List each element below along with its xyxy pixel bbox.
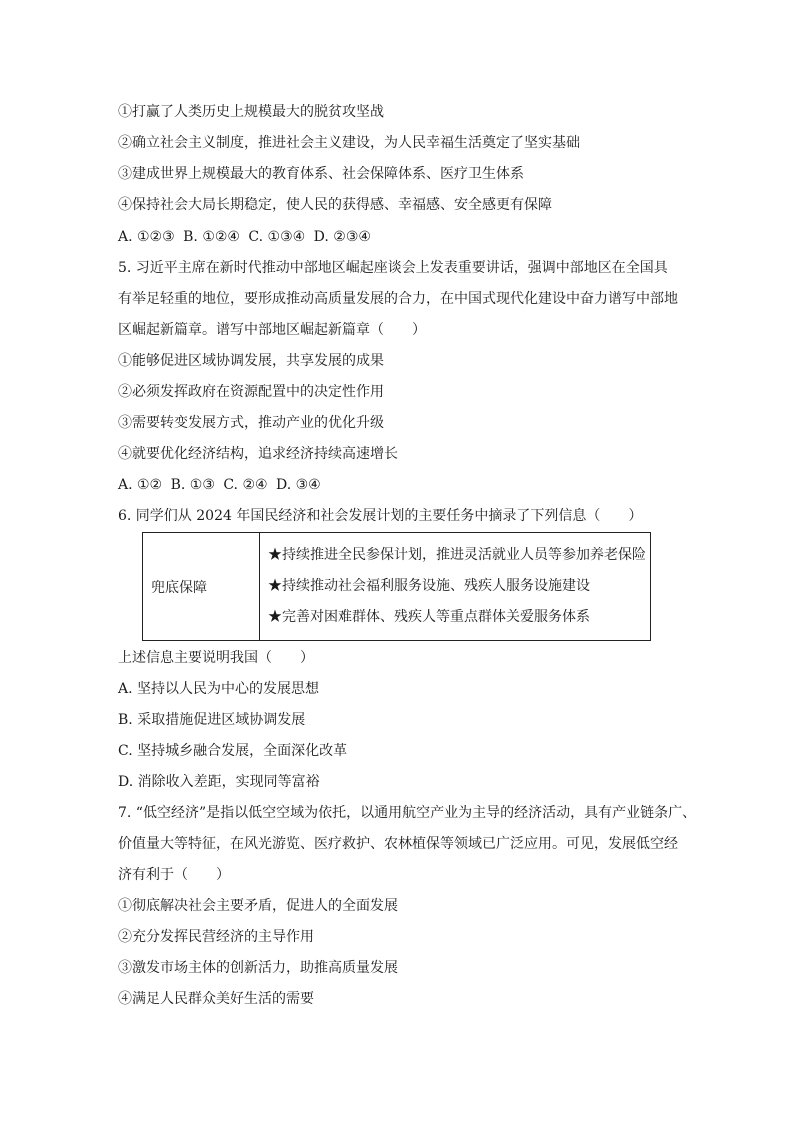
q6-table-key: 兜底保障 (143, 533, 260, 641)
q4-item-3: ③建成世界上规模最大的教育体系、社会保障体系、医疗卫生体系 (118, 166, 524, 182)
q7-stem-line-3: 济有利于（ ） (118, 867, 230, 883)
q7-item-2: ②充分发挥民营经济的主导作用 (118, 929, 314, 945)
q6-stem: 6. 同学们从 2024 年国民经济和社会发展计划的主要任务中摘录了下列信息（ ） (118, 508, 643, 524)
q5-option-c[interactable]: C. ②④ (223, 477, 268, 493)
q5-option-a[interactable]: A. ①② (118, 477, 163, 493)
q7-item-1: ①彻底解决社会主要矛盾，促进人的全面发展 (118, 898, 398, 914)
q5-options (118, 475, 325, 495)
q5-item-4: ④就要优化经济结构，追求经济持续高速增长 (118, 446, 398, 462)
q6-option-a[interactable]: A. 坚持以人民为中心的发展思想 (118, 681, 320, 697)
q6-option-d[interactable]: D. 消除收入差距，实现同等富裕 (118, 774, 320, 790)
q5-item-2: ②必须发挥政府在资源配置中的决定性作用 (118, 384, 384, 400)
q4-item-1: ①打赢了人类历史上规模最大的脱贫攻坚战 (118, 104, 384, 120)
q4-option-b[interactable]: B. ①②④ (183, 229, 240, 245)
q6-option-b[interactable]: B. 采取措施促进区域协调发展 (118, 712, 306, 728)
q4-item-4: ④保持社会大局长期稳定，使人民的获得感、幸福感、安全感更有保障 (118, 197, 552, 213)
q5-option-b[interactable]: B. ①③ (170, 477, 215, 493)
q7-item-4: ④满足人民群众美好生活的需要 (118, 991, 314, 1007)
q7-stem-line-2: 价值量大等特征，在风光游览、医疗救护、农林植保等领域已广泛应用。可见，发展低空经 (118, 836, 678, 852)
q5-option-d[interactable]: D. ③④ (276, 477, 321, 493)
q6-table-row-2: ★持续推动社会福利服务设施、残疾人服务设施建设 (268, 578, 590, 594)
q5-stem-line-1: 5. 习近平主席在新时代推动中部地区崛起座谈会上发表重要讲话，强调中部地区在全国具 (118, 260, 668, 276)
q4-option-a[interactable]: A. ①②③ (118, 229, 175, 245)
q7-stem-line-1: 7. “低空经济”是指以低空空域为依托，以通用航空产业为主导的经济活动，具有产业链条广、 (118, 805, 697, 821)
q6-table-row-1: ★持续推进全民参保计划，推进灵活就业人员等参加养老保险 (268, 547, 646, 563)
q6-table-row-3: ★完善对困难群体、残疾人等重点群体关爱服务体系 (268, 609, 590, 625)
q4-option-c[interactable]: C. ①③④ (248, 229, 306, 245)
q4-options (118, 227, 375, 247)
q6-question: 上述信息主要说明我国（ ） (118, 650, 314, 666)
q6-table-values (260, 533, 651, 641)
q7-item-3: ③激发市场主体的创新活力，助推高质量发展 (118, 960, 398, 976)
q5-item-1: ①能够促进区域协调发展，共享发展的成果 (118, 353, 384, 369)
q6-option-c[interactable]: C. 坚持城乡融合发展，全面深化改革 (118, 743, 348, 759)
q5-item-3: ③需要转变发展方式，推动产业的优化升级 (118, 415, 384, 431)
q5-stem-line-3: 区崛起新篇章。谱写中部地区崛起新篇章（ ） (118, 322, 426, 338)
q5-stem-line-2: 有举足轻重的地位，要形成推动高质量发展的合力，在中国式现代化建设中奋力谱写中部地 (118, 291, 678, 307)
q4-item-2: ②确立社会主义制度，推进社会主义建设，为人民幸福生活奠定了坚实基础 (118, 135, 580, 151)
q6-info-table (142, 532, 651, 641)
q4-option-d[interactable]: D. ②③④ (313, 229, 371, 245)
